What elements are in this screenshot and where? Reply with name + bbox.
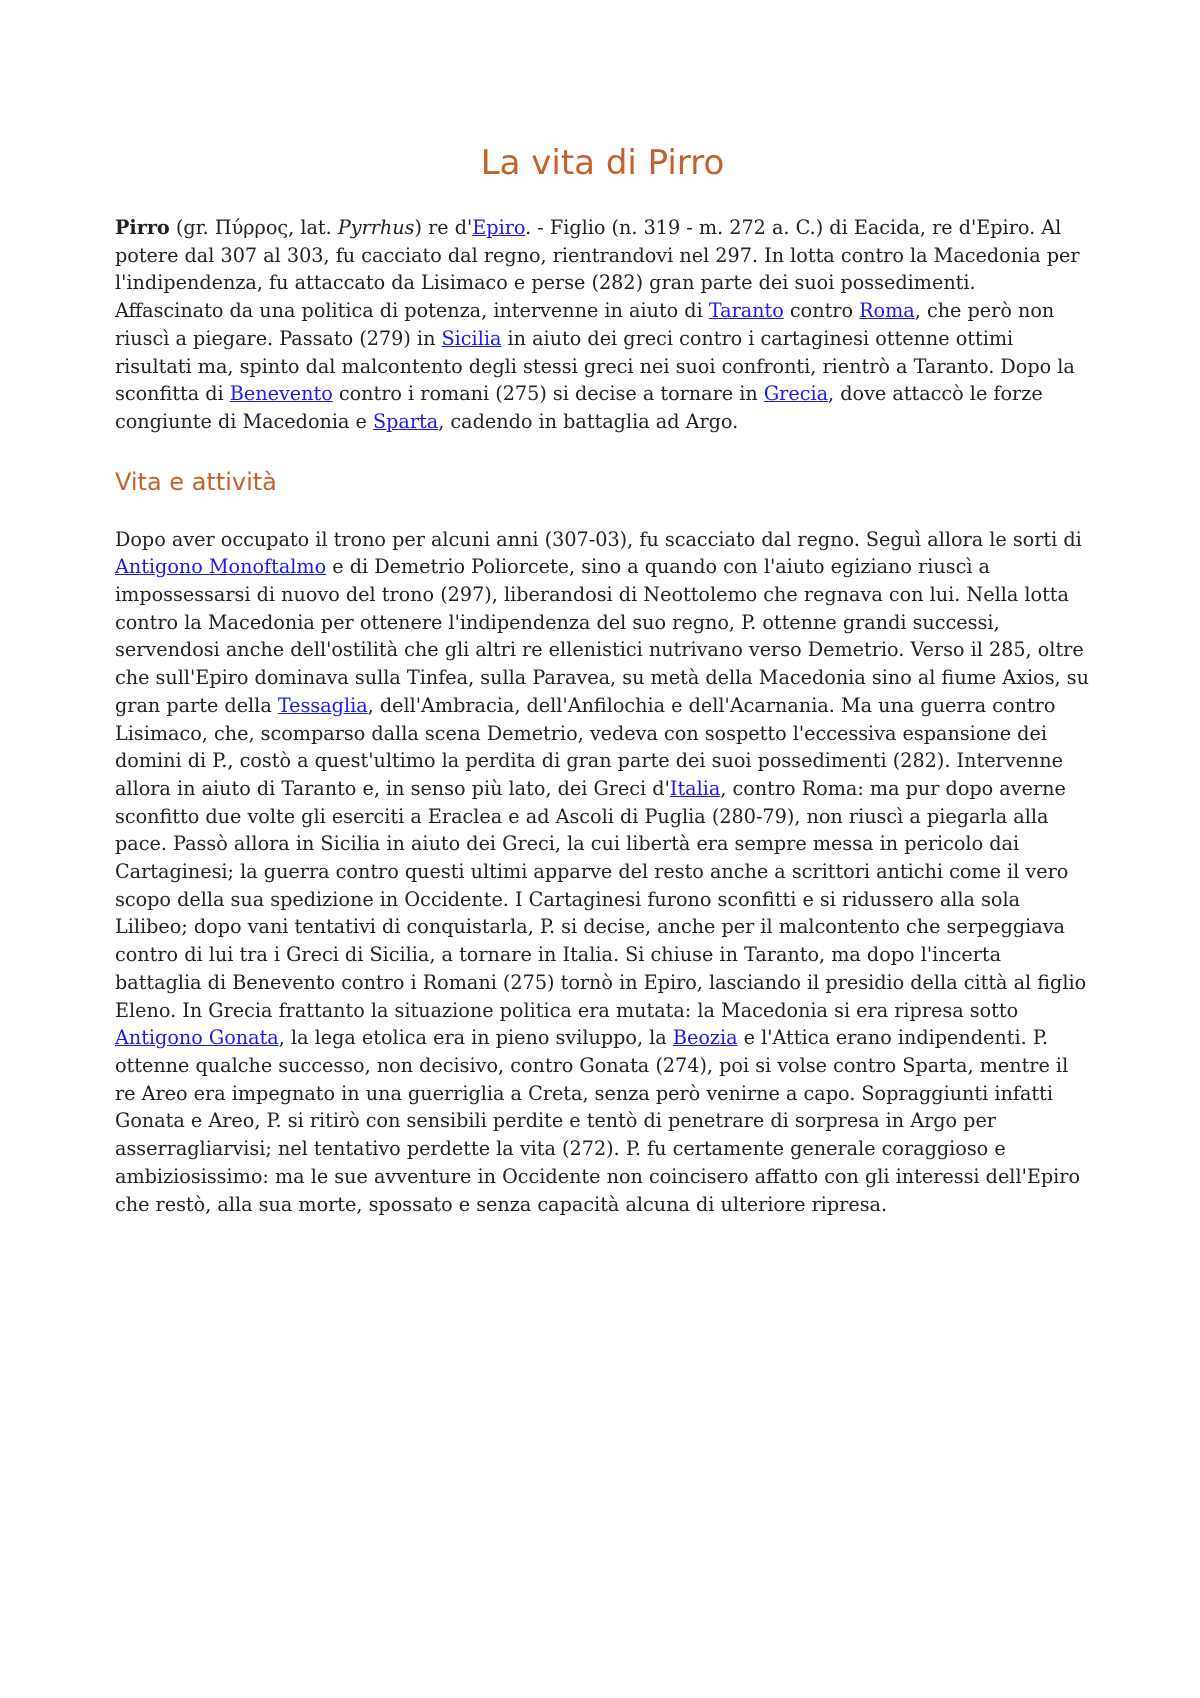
subject-name: Pirro xyxy=(115,216,170,239)
text-run: , che però non riuscì a piegare. Passato (279) in xyxy=(115,299,1055,350)
text-run: , cadendo in battaglia ad Argo. xyxy=(438,409,739,433)
text-run: , la lega etolica era in pieno sviluppo, la xyxy=(278,1026,673,1050)
text-run: contro xyxy=(783,299,860,323)
section-heading: Vita e attività xyxy=(115,467,277,496)
text-run: . - Figlio (n. 319 - m. 272 a. C.) di Eacida, re d'Epiro. Al potere dal 307 al 303, fu cacciato dal regno, rientrandovi nel 297. In lotta contro la Macedonia per l'indipendenza, fu attaccato da Lisimaco e perse (282) gran parte dei suoi possedimenti. Affascinato da una politica di potenza, intervenne in aiuto di xyxy=(115,216,1080,323)
text-run: in aiuto dei greci contro i cartaginesi ottenne ottimi risultati ma, spinto dal malcontento degli stessi greci nei suoi confronti, rientrò a Taranto. Dopo la sconfitta di xyxy=(115,326,1075,406)
link-sparta[interactable]: Sparta xyxy=(372,409,439,433)
link-roma[interactable]: Roma xyxy=(859,299,915,323)
link-antigono-monoftalmo[interactable]: Antigono Monoftalmo xyxy=(115,555,327,579)
link-taranto[interactable]: Taranto xyxy=(708,299,784,323)
link-epiro[interactable]: Epiro xyxy=(472,216,526,239)
link-antigono-gonata[interactable]: Antigono Gonata xyxy=(115,1026,279,1050)
text-run: e l'Attica erano indipendenti. P. ottenne qualche successo, non decisivo, contro Gonata (274), poi si volse contro Sparta, mentre il re Areo era impegnato in una guerriglia a Creta, senza però venirne a capo. Sopraggiunti infatti Gonata e Areo, P. si ritirò con sensibili perdite e tentò di penetrare di sorpresa in Argo per asserragliarvisi; nel tentativo perdette la vita (272). P. fu certamente generale coraggioso e ambiziosissimo: ma le sue avventure in Occidente non coincisero affatto con gli interessi dell'Epiro che restò, alla sua morte, spossato e senza capacità alcuna di ulteriore ripresa. xyxy=(115,1026,1081,1216)
greek-name: Πύρρος xyxy=(214,216,289,239)
section-paragraph xyxy=(115,526,1090,1219)
text-run: , dell'Ambracia, dell'Anfilochia e dell'Acarnania. Ma una guerra contro Lisimaco, che, scomparso dalla scena Demetrio, vedeva con sospetto l'eccessiva espansione dei domini di P., costò a quest'ultimo la perdita di gran parte dei suoi possedimenti (282). Intervenne allora in aiuto di Taranto e, in senso più lato, dei Greci d' xyxy=(115,693,1063,800)
link-sicilia[interactable]: Sicilia xyxy=(441,326,502,350)
text-run: e di Demetrio Poliorcete, sino a quando con l'aiuto egiziano riuscì a impossessarsi di nuovo del trono (297), liberandosi di Neottolemo che regnava con lui. Nella lotta contro la Macedonia per ottenere l'indipendenza del suo regno, P. ottenne grandi successi, servendosi anche dell'ostilità che gli altri re ellenistici nutrivano verso Demetrio. Verso il 285, oltre che sull'Epiro dominava sulla Tinfea, sulla Paravea, su metà della Macedonia sino al fiume Axios, su gran parte della xyxy=(115,555,1089,717)
text-run: , lat. xyxy=(288,216,338,239)
link-benevento[interactable]: Benevento xyxy=(229,382,333,406)
text-run: , dove attaccò le forze congiunte di Macedonia e xyxy=(115,382,1043,433)
text-run: contro i romani (275) si decise a tornare in xyxy=(332,382,764,406)
link-grecia[interactable]: Grecia xyxy=(763,382,829,406)
latin-name: Pyrrhus xyxy=(337,216,415,239)
link-tessaglia[interactable]: Tessaglia xyxy=(277,693,368,717)
link-beozia[interactable]: Beozia xyxy=(672,1026,738,1050)
text-run: ) re d' xyxy=(414,216,473,239)
text-run: , contro Roma: ma pur dopo averne sconfitto due volte gli eserciti a Eraclea e ad Ascoli di Puglia (280-79), non riuscì a piegarla alla pace. Passò allora in Sicilia in aiuto dei Greci, la cui libertà era sempre messa in pericolo dai Cartaginesi; la guerra contro questi ultimi apparve del resto anche a scrittori antichi come il vero scopo della sua spedizione in Occidente. I Cartaginesi furono sconfitti e si ridussero alla sola Lilibeo; dopo vani tentativi di conquistarla, P. si decise, anche per il malcontento che serpeggiava contro di lui tra i Greci di Sicilia, a tornare in Italia. Si chiuse in Taranto, ma dopo l'incerta battaglia di Benevento contro i Romani (275) tornò in Epiro, lasciando il presidio della città al figlio Eleno. In Grecia frattanto la situazione politica era mutata: la Macedonia si era ripresa sotto xyxy=(115,776,1087,1022)
link-italia[interactable]: Italia xyxy=(669,776,721,800)
text-run: (gr. xyxy=(169,216,215,239)
document-page xyxy=(115,140,1090,1218)
intro-paragraph xyxy=(115,214,1090,436)
page-title: La vita di Pirro xyxy=(480,143,725,183)
text-run: Dopo aver occupato il trono per alcuni anni (307-03), fu scacciato dal regno. Seguì allora le sorti di xyxy=(115,527,1082,551)
